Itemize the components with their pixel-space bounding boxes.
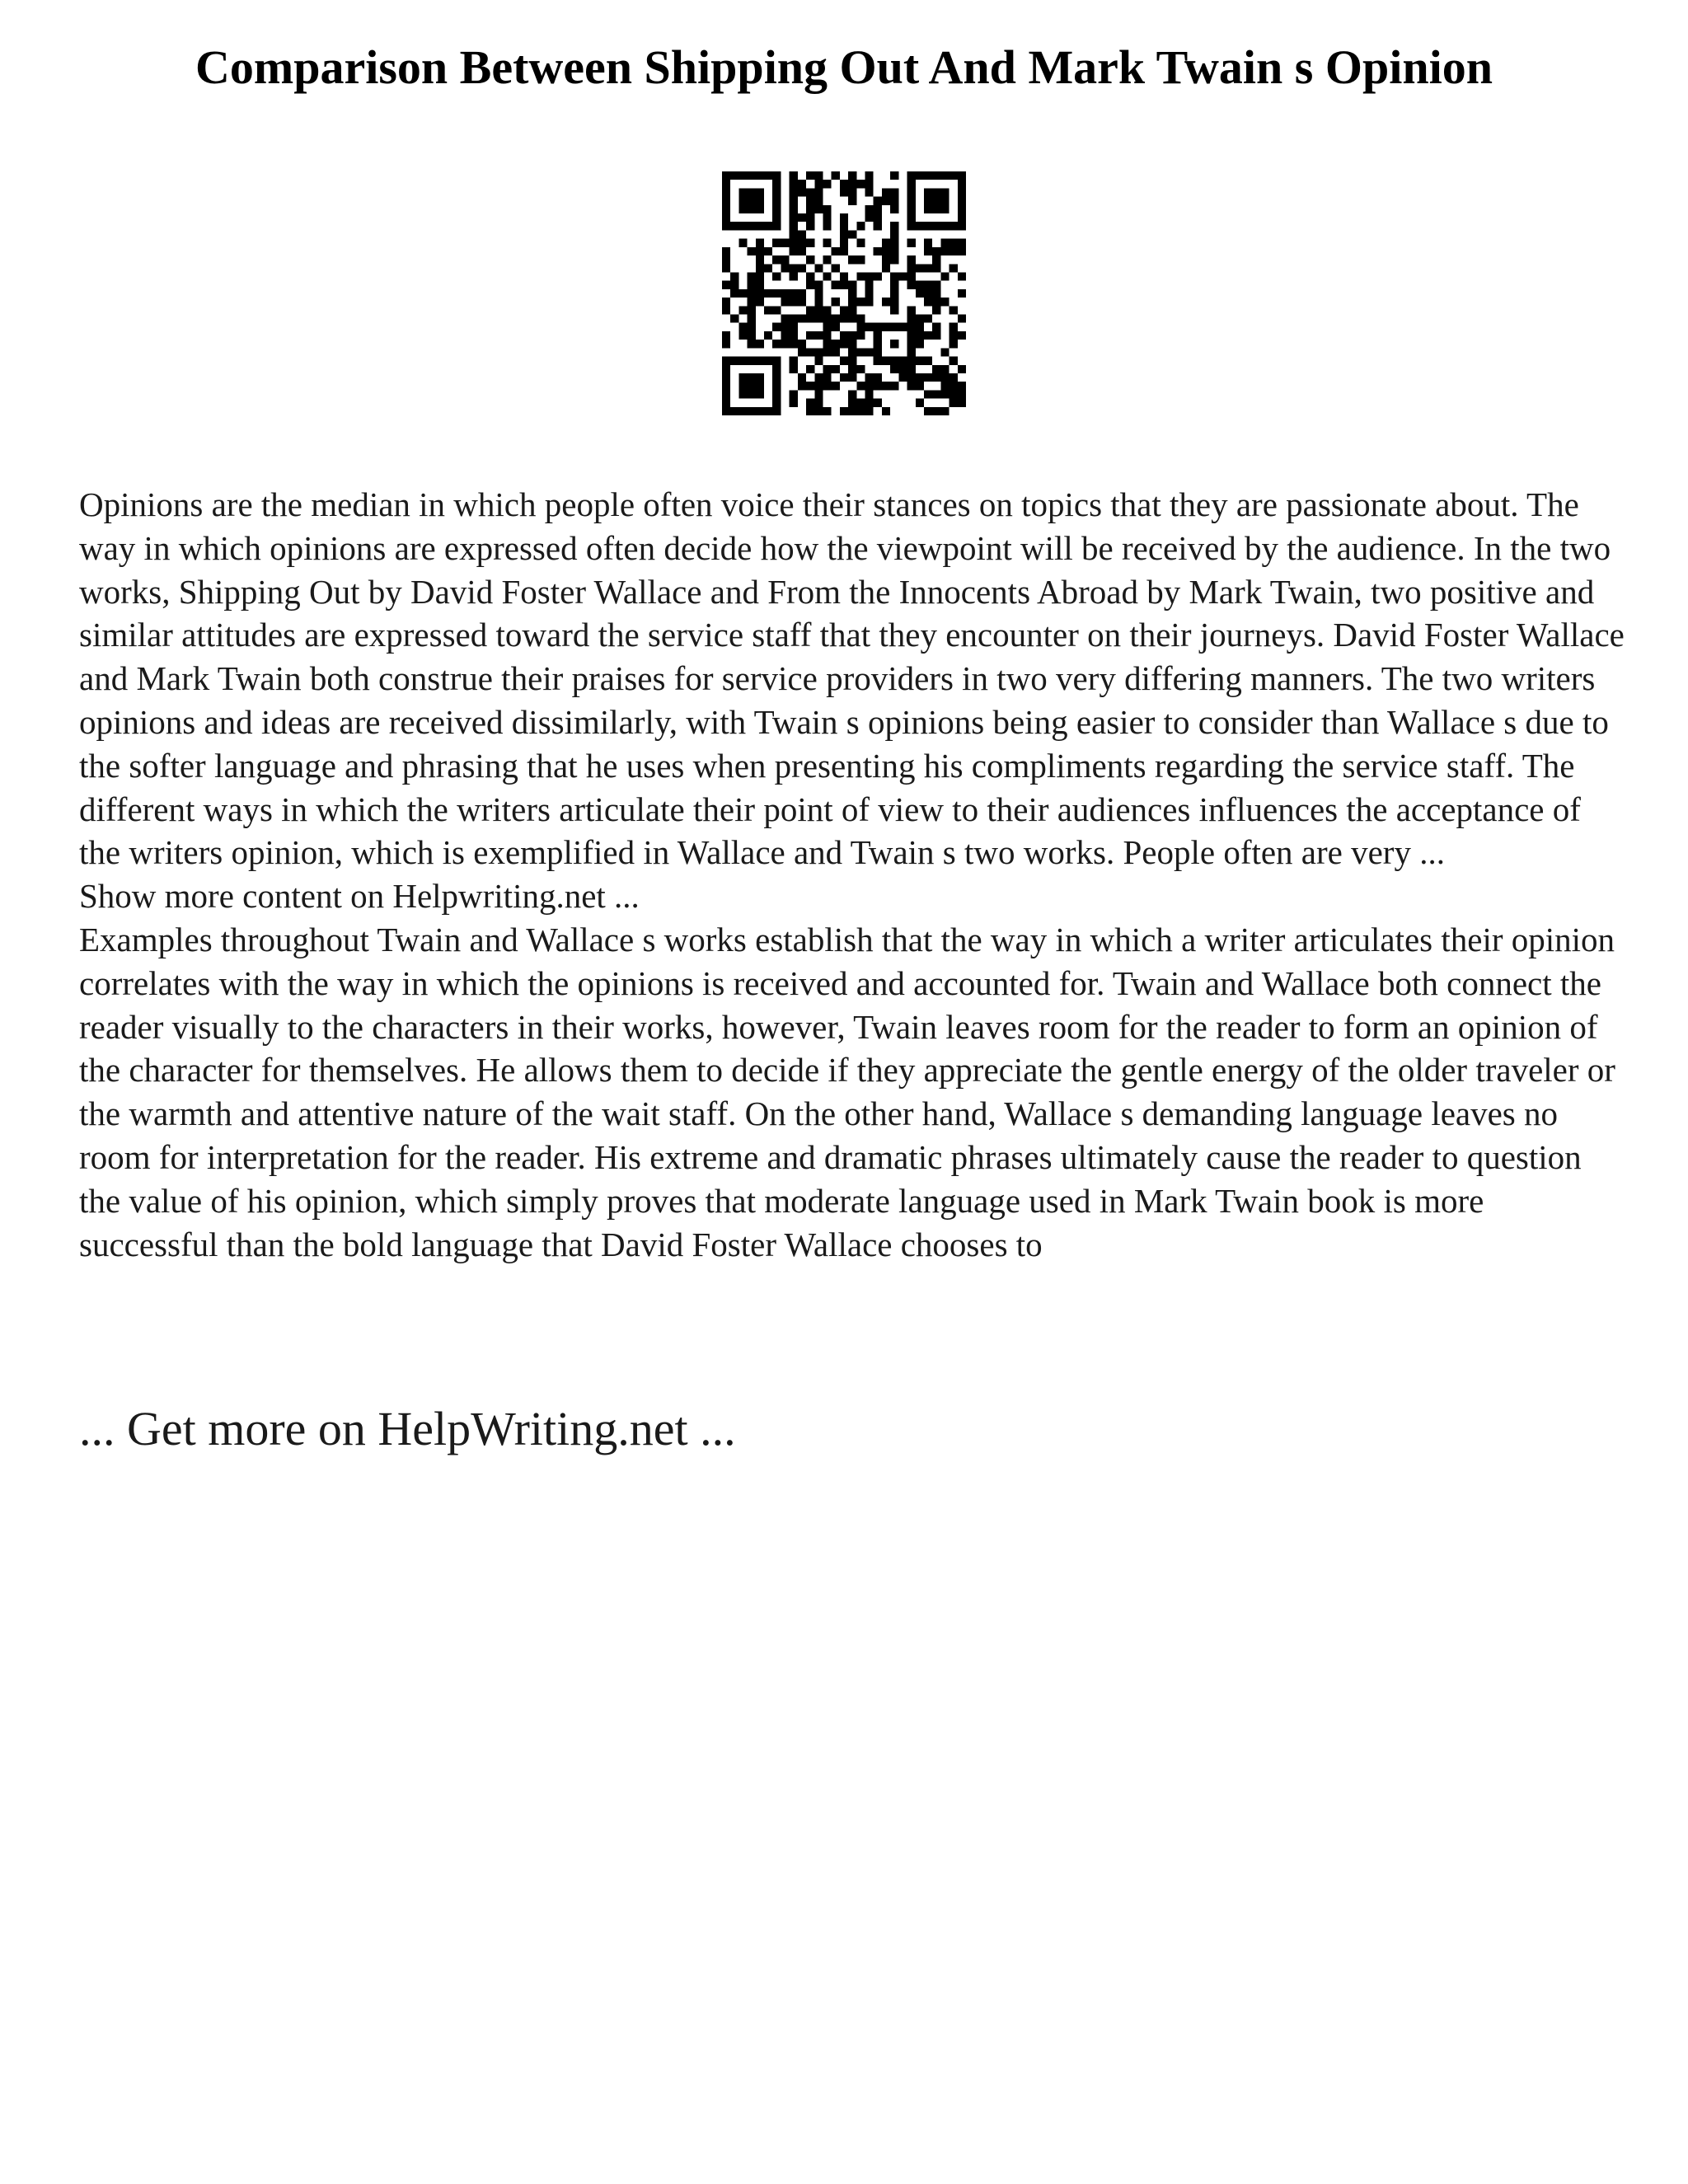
show-more-link[interactable]: Show more content on Helpwriting.net ... — [79, 877, 640, 916]
qr-code-icon — [722, 171, 966, 415]
body-paragraph: Opinions are the median in which people often voice their stances on topics that they are passionate about. The way in which opinions are expressed often decide how the viewpoint will be received by the audience. In the two works, Shipping Out by David Foster Wallace and From the Innocents Abroad by Mark Twain, two positive and similar attitudes are expressed toward the service staff that they encounter on their journeys. David Foster Wallace and Mark Twain both construe their praises for service providers in two very differing manners. The two writers opinions and ideas are received dissimilarly, with Twain s opinions being easier to consider than Wallace s due to the softer language and phrasing that he uses when presenting his compliments regarding the service staff. The different ways in which the writers articulate their point of view to their audiences influences the acceptance of the writers opinion, which is exemplified in Wallace and Twain s two works. People often are very ... — [79, 485, 1625, 872]
document-title: Comparison Between Shipping Out And Mark Twain s Opinion — [195, 40, 1493, 94]
body-paragraph: Examples throughout Twain and Wallace s works establish that the way in which a writer articulates their opinion correlates with the way in which the opinions is received and accounted for. Twain and Wallace both connect the reader visually to the characters in their works, however, Twain leaves room for the reader to form an opinion of the character for themselves. He allows them to decide if they appreciate the gentle energy of the older traveler or the warmth and attentive nature of the wait staff. On the other hand, Wallace s demanding language leaves no room for interpretation for the reader. His extreme and dramatic phrases ultimately cause the reader to question the value of his opinion, which simply proves that moderate language used in Mark Twain book is more successful than the bold language that David Foster Wallace chooses to — [79, 920, 1615, 1263]
document-body — [79, 483, 1629, 1266]
get-more-link[interactable]: ... Get more on HelpWriting.net ... — [79, 1402, 736, 1455]
